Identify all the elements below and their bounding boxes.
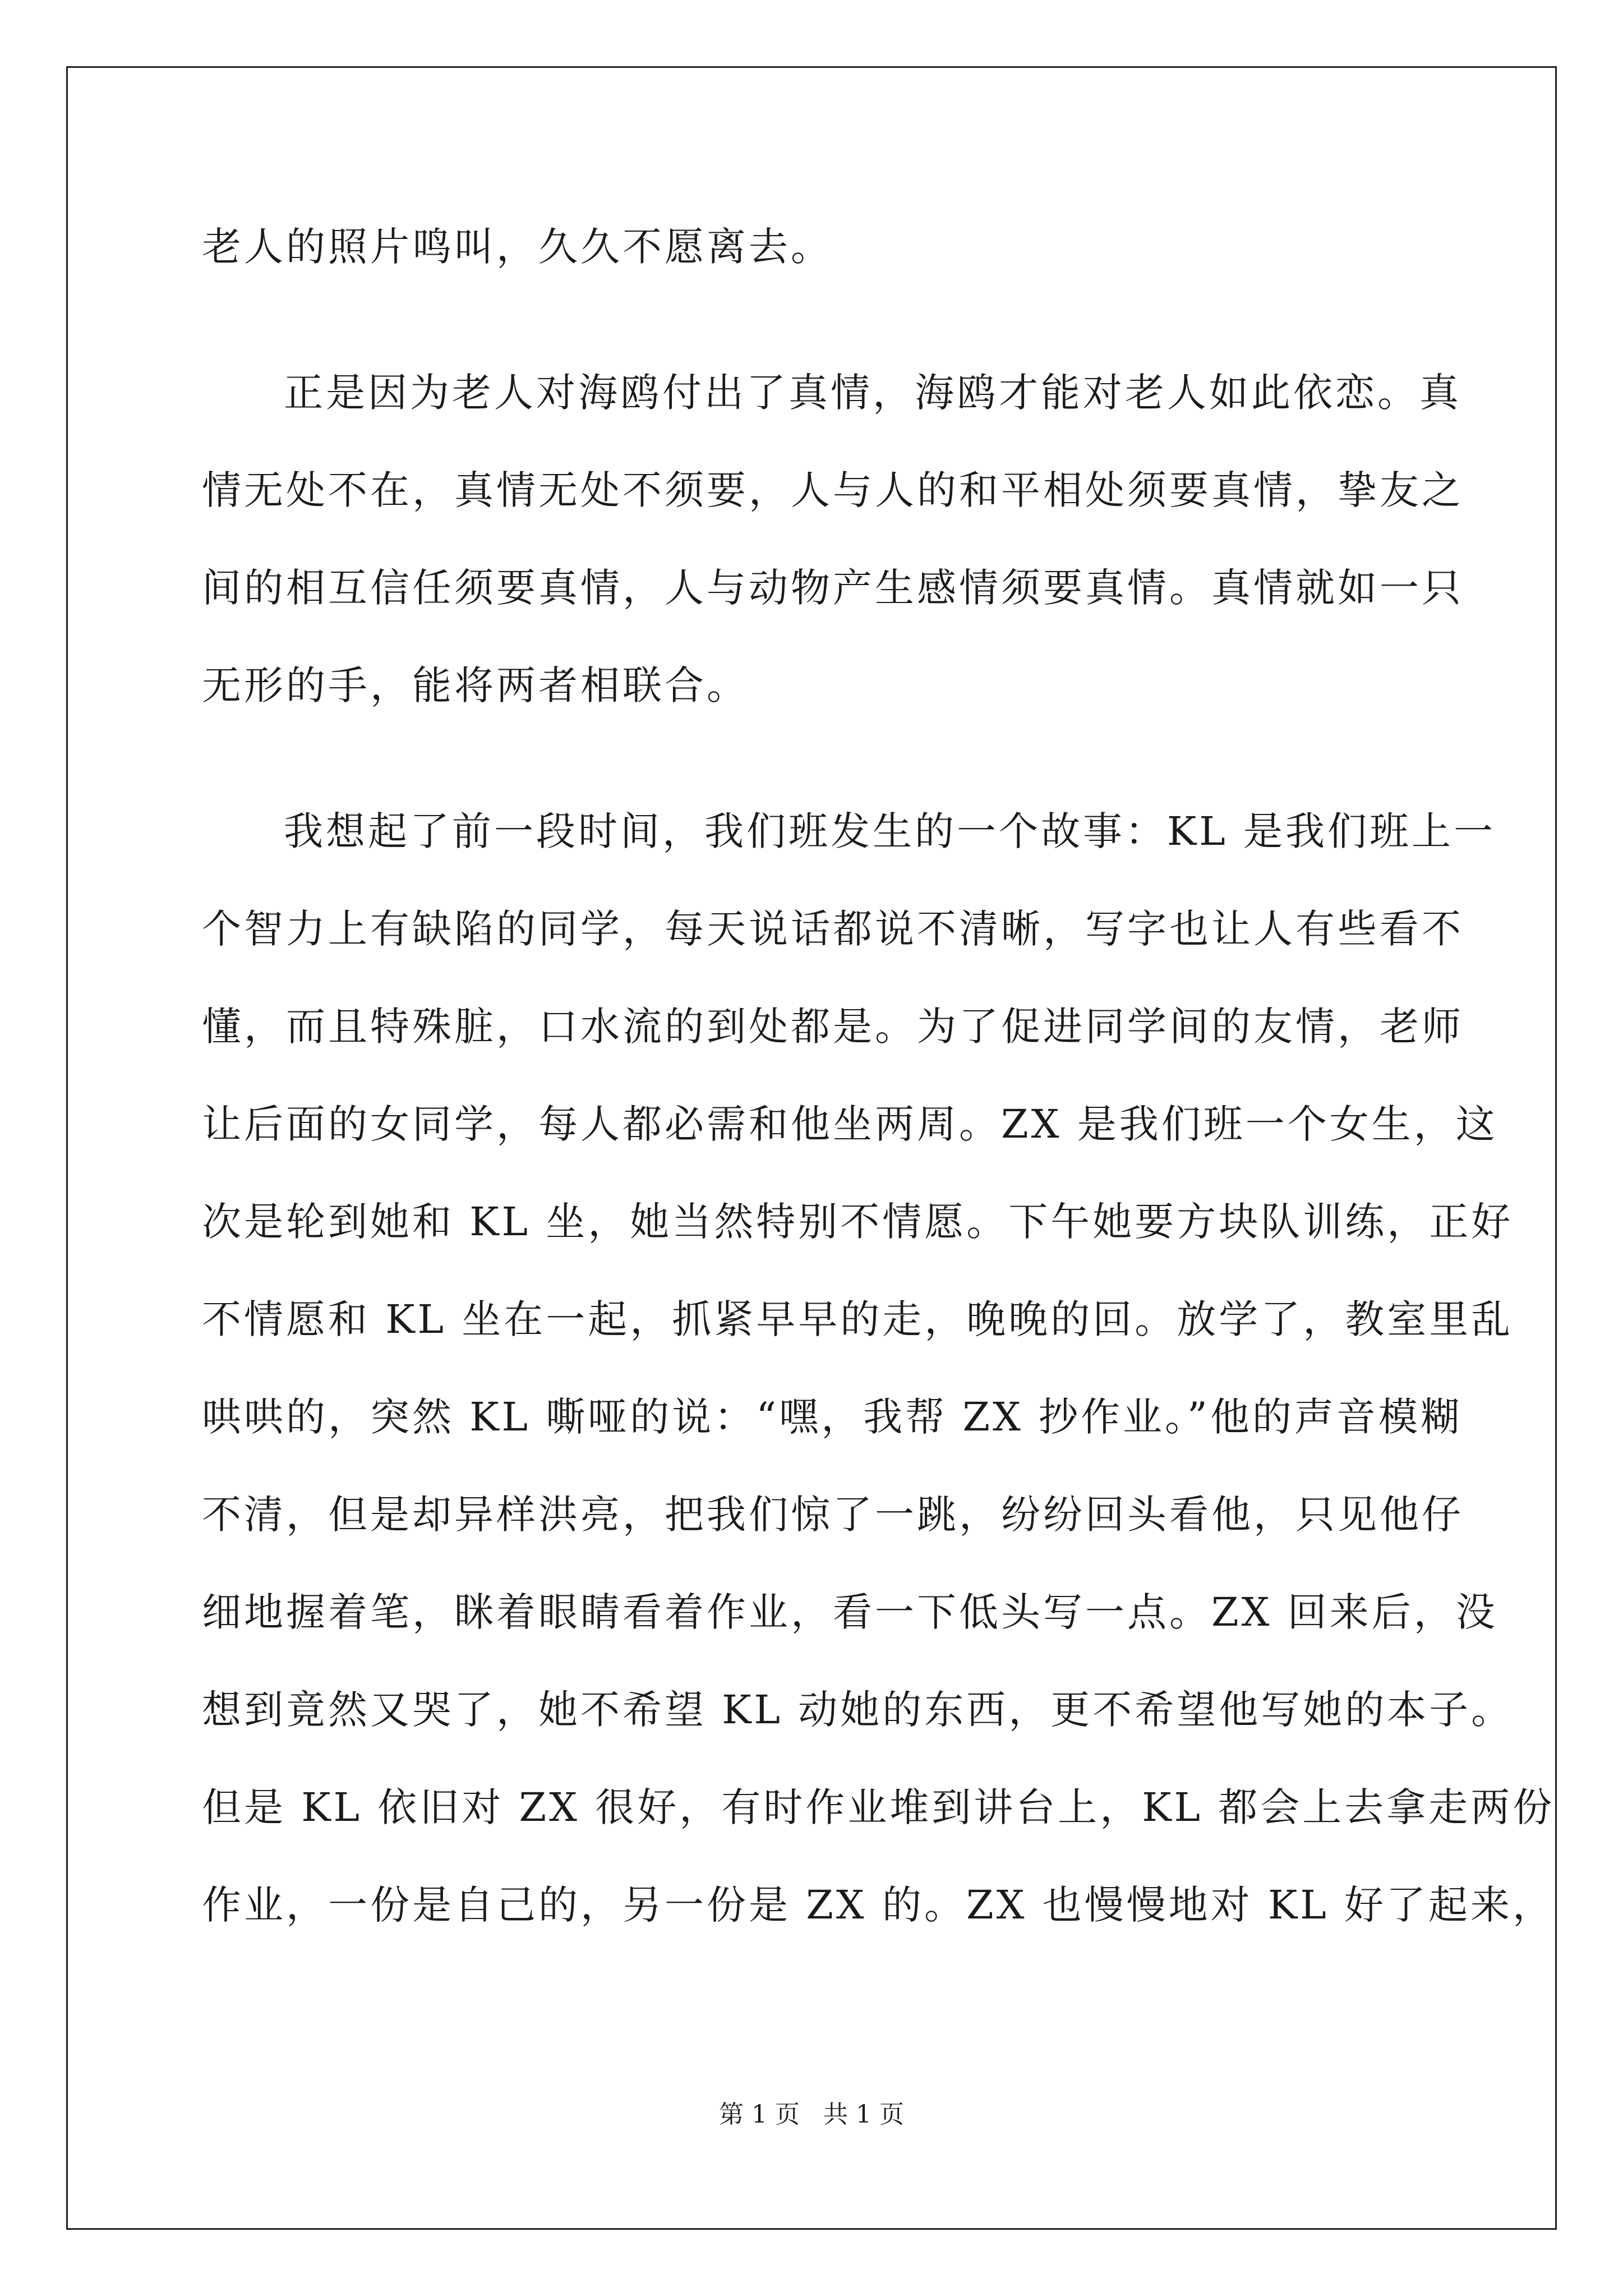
page-footer	[0, 2098, 1623, 2132]
text-line: 次是轮到她和 KL 坐，她当然特别不情愿。下午她要方块队训练，正好	[202, 1199, 1514, 1245]
text-line: 哄哄的，突然 KL 嘶哑的说：“嘿，我帮 ZX 抄作业。”他的声音模糊	[202, 1394, 1463, 1440]
paragraph	[202, 798, 1555, 1969]
text-line: 个智力上有缺陷的同学，每天说话都说不清晰，写字也让人有些看不	[202, 906, 1464, 952]
text-line: 细地握着笔，眯着眼睛看着作业，看一下低头写一点。ZX 回来后，没	[202, 1589, 1498, 1635]
page-total: 共 1 页	[823, 2100, 904, 2129]
text-line: 但是 KL 依旧对 ZX 很好，有时作业堆到讲台上，KL 都会上去拿走两份	[202, 1784, 1555, 1830]
text-line: 我想起了前一段时间，我们班发生的一个故事：KL 是我们班上一	[284, 808, 1496, 854]
text-line: 不情愿和 KL 坐在一起，抓紧早早的走，晚晚的回。放学了，教室里乱	[202, 1296, 1514, 1342]
paragraph	[202, 213, 1436, 311]
text-line: 想到竟然又哭了，她不希望 KL 动她的东西，更不希望他写她的本子。	[202, 1687, 1514, 1733]
text-line: 间的相互信任须要真情，人与动物产生感情须要真情。真情就如一只	[202, 565, 1464, 611]
text-line: 情无处不在，真情无处不须要，人与人的和平相处须要真情，挚友之	[202, 467, 1464, 513]
document-body	[202, 213, 1555, 1969]
text-line: 不清，但是却异样洪亮，把我们惊了一跳，纷纷回头看他，只见他仔	[202, 1492, 1464, 1538]
text-line: 无形的手，能将两者相联合。	[202, 662, 749, 708]
text-line: 懂，而且特殊脏，口水流的到处都是。为了促进同学间的友情，老师	[202, 1004, 1464, 1050]
text-line: 老人的照片鸣叫，久久不愿离去。	[202, 224, 833, 270]
page-number: 第 1 页	[719, 2100, 800, 2129]
text-line: 让后面的女同学，每人都必需和他坐两周。ZX 是我们班一个女生，这	[202, 1101, 1498, 1147]
paragraph	[202, 359, 1464, 749]
text-line: 作业，一份是自己的，另一份是 ZX 的。ZX 也慢慢地对 KL 好了起来，	[202, 1882, 1555, 1928]
text-line: 正是因为老人对海鸥付出了真情，海鸥才能对老人如此依恋。真	[284, 370, 1461, 416]
